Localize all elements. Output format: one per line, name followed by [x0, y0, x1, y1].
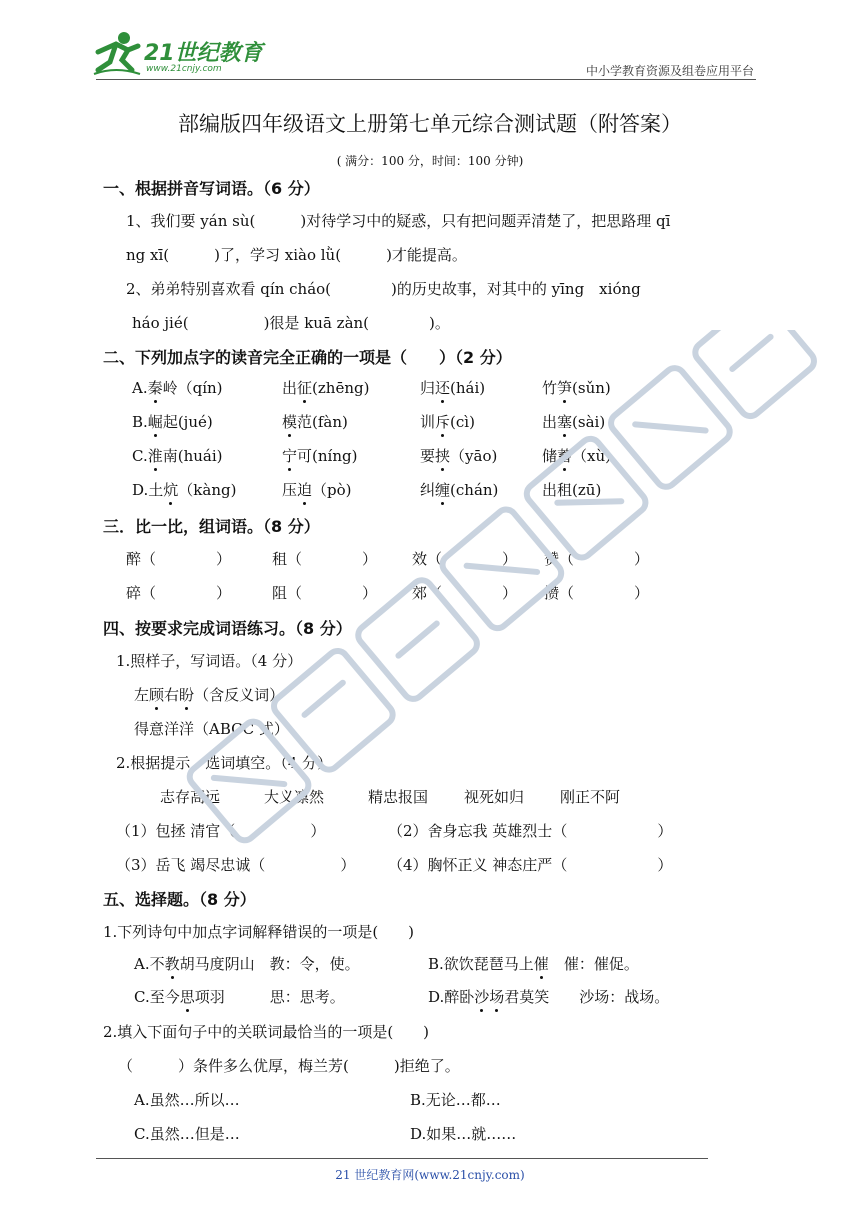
- s3-cell: 赞（ ）: [544, 550, 650, 568]
- s2-option-cell: D.土炕（kàng): [132, 481, 237, 499]
- s4-q2: 2.根据提示，选词填空。（4 分）: [116, 754, 333, 772]
- s3-cell: 租（ ）: [272, 550, 378, 568]
- s3-cell: 效（ ）: [412, 550, 518, 568]
- s2-option-cell: 储蓄（xù): [542, 447, 612, 465]
- s5-q1: 1.下列诗句中加点字词解释错误的一项是( ): [103, 923, 415, 941]
- s4-fill-1: （1）包拯 清官（ ）: [116, 822, 326, 840]
- s5-q2: 2.填入下面句子中的关联词最恰当的一项是( ): [103, 1023, 430, 1041]
- s4-fill-4: （4）胸怀正义 神态庄严（ ）: [388, 856, 673, 874]
- section-4-heading: 四、按要求完成词语练习。（8 分）: [103, 619, 352, 638]
- s1-line-3: 2、弟弟特别喜欢看 qín cháo( )的历史故事，对其中的 yīng xióng: [126, 280, 641, 298]
- s1-line-4: háo jié( )很是 kuā zàn( )。: [132, 314, 450, 332]
- s2-option-cell: A.秦岭（qín): [132, 379, 223, 397]
- s3-cell: 碎（ ）: [126, 584, 232, 602]
- s1-line-2: ng xī( )了，学习 xiào lǜ( )才能提高。: [126, 246, 467, 264]
- header-rule: [96, 79, 756, 80]
- header-right-text: 中小学教育资源及组卷应用平台: [585, 64, 754, 78]
- s2-option-cell: 宁可(níng): [282, 447, 358, 465]
- word-option: 大义凛然: [264, 788, 325, 806]
- s2-option-cell: 训斥(cì): [420, 413, 475, 431]
- section-1-heading: 一、根据拼音写词语。（6 分）: [103, 179, 320, 198]
- s2-option-cell: 要挟（yāo): [420, 447, 498, 465]
- s2-option-cell: 模范(fàn): [282, 413, 348, 431]
- s5-sentence: （ ）条件多么优厚，梅兰芳( )拒绝了。: [118, 1057, 460, 1075]
- s3-cell: 攒（ ）: [544, 584, 650, 602]
- s5-option-d: D.醉卧沙场君莫笑 沙场：战场。: [428, 988, 670, 1006]
- s2-option-cell: 纠缠(chán): [420, 481, 499, 499]
- footer-rule: [96, 1158, 708, 1159]
- logo-text: 21世纪教育: [144, 41, 263, 66]
- runner-logo-icon: [92, 30, 142, 76]
- s3-cell: 阻（ ）: [272, 584, 378, 602]
- s5-q2-option-a: A.虽然…所以…: [134, 1091, 240, 1109]
- s2-option-cell: 竹笋(sǔn): [542, 379, 611, 397]
- word-option: 视死如归: [464, 788, 525, 806]
- word-option: 志存高远: [160, 788, 221, 806]
- s2-option-cell: C.淮南(huái): [132, 447, 223, 465]
- footer-link[interactable]: 21 世纪教育网(www.21cnjy.com): [335, 1168, 525, 1182]
- section-2-heading: 二、下列加点字的读音完全正确的一项是（ ）（2 分）: [103, 348, 512, 367]
- s2-option-cell: 出塞(sài): [542, 413, 606, 431]
- s5-option-c: C.至今思项羽 思：思考。: [134, 988, 345, 1006]
- s5-q2-option-d: D.如果…就……: [410, 1125, 517, 1143]
- s5-option-a: A.不教胡马度阴山 教：令，使。: [134, 955, 360, 973]
- s5-option-b: B.欲饮琵琶马上催 催：催促。: [428, 955, 639, 973]
- s2-option-cell: 出租(zū): [542, 481, 602, 499]
- word-option: 刚正不阿: [560, 788, 621, 806]
- s5-q2-option-b: B.无论…都…: [410, 1091, 501, 1109]
- s4-fill-3: （3）岳飞 竭尽忠诚（ ）: [116, 856, 356, 874]
- s2-option-cell: 归还(hái): [420, 379, 486, 397]
- s5-q2-option-c: C.虽然…但是…: [134, 1125, 240, 1143]
- section-5-heading: 五、选择题。（8 分）: [103, 890, 256, 909]
- s2-option-cell: B.崛起(jué): [132, 413, 213, 431]
- s1-line-1: 1、我们要 yán sù( )对待学习中的疑惑，只有把问题弄清楚了，把思路理 qī: [126, 212, 671, 230]
- word-option: 精忠报国: [368, 788, 429, 806]
- s4-example-1: 左顾右盼（含反义词）: [134, 686, 285, 704]
- page-title: 部编版四年级语文上册第七单元综合测试题（附答案）: [178, 112, 682, 136]
- s4-fill-2: （2）舍身忘我 英雄烈士（ ）: [388, 822, 673, 840]
- page-subtitle: ( 满分：100 分，时间：100 分钟): [336, 154, 524, 168]
- s2-option-cell: 出征(zhēng): [282, 379, 370, 397]
- s4-q1: 1.照样子，写词语。（4 分）: [116, 652, 303, 670]
- s4-example-2: 得意洋洋（ABCC 式）: [134, 720, 289, 738]
- s3-cell: 醉（ ）: [126, 550, 232, 568]
- s3-cell: 郊（ ）: [412, 584, 518, 602]
- s2-option-cell: 压迫（pò): [282, 481, 352, 499]
- logo-url: www.21cnjy.com: [146, 64, 222, 74]
- section-3-heading: 三．比一比，组词语。（8 分）: [103, 517, 320, 536]
